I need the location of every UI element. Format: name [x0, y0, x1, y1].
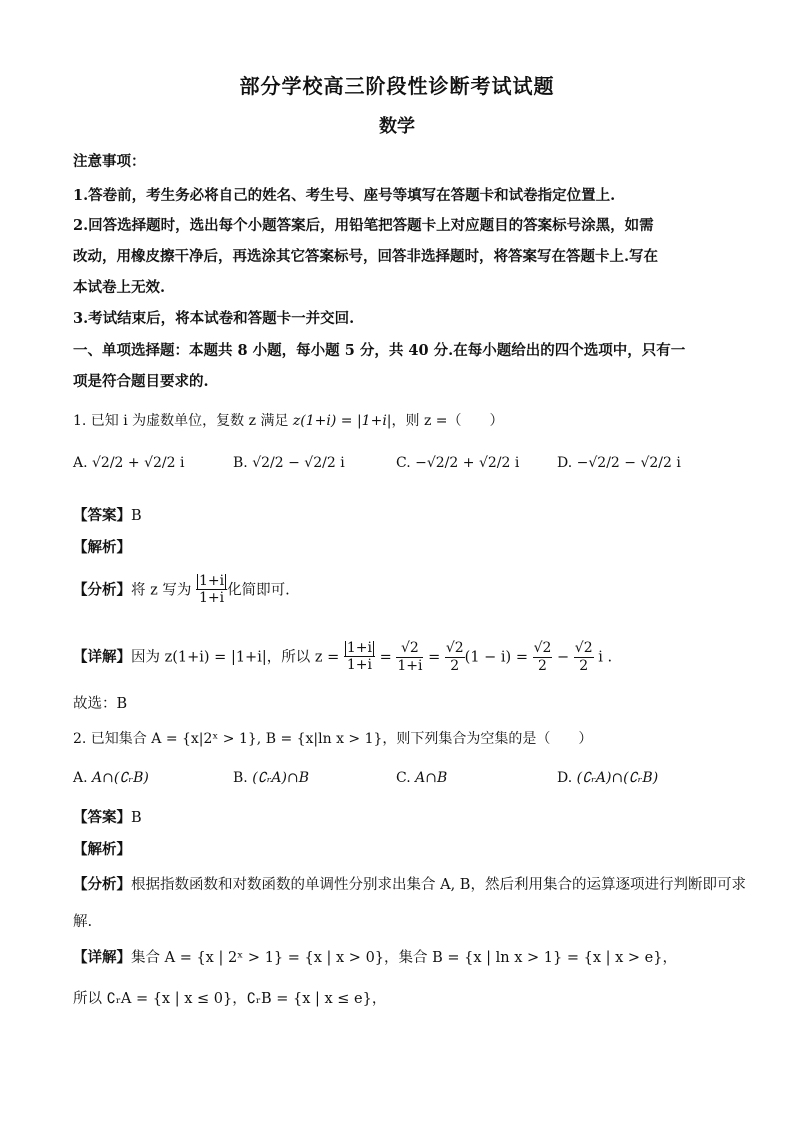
q1-stem [73, 410, 504, 430]
q2-detail [73, 946, 677, 967]
detail-frac-2: $\frac{√2}{1+i}$ [397, 640, 423, 674]
option-expression: A∩B [415, 770, 448, 786]
option-label: C. [396, 455, 411, 471]
q1-option-a [73, 455, 184, 471]
q1-option-b [233, 455, 345, 471]
q1-fenxi [73, 574, 290, 607]
notice-item-1: 1.答卷前，考生务必将自己的姓名、考生号、座号等填写在答题卡和试卷指定位置上. [73, 187, 616, 204]
q1-option-c [396, 455, 519, 471]
detail-text: 集合 A = {x | 2ˣ > 1} = {x | x > 0}，集合 B = {x | ln x > 1} = {x | x > e}， [131, 950, 677, 966]
notice-item-2-line-3: 本试卷上无效. [73, 279, 166, 296]
subject-title: 数学 [379, 116, 415, 137]
option-expression: −√2/2 − √2/2 i [576, 455, 681, 471]
section1-line-1: 一、单项选择题：本题共 8 小题，每小题 5 分，共 40 分.在每小题给出的四个选项中，只有一 [73, 342, 686, 359]
q2-option-c [396, 770, 447, 786]
q1-stem-formula: z(1+i) = |1+i| [292, 413, 392, 429]
q1-detail: 【详解】因为 z(1+i) = |1+i|，所以 z = $\frac{1+i}{1+i}$ = $\frac{√2}{1+i}$ = $\frac{√2}{2}$ (1 − i) = $\frac{√2}{2}$ − $\frac{√2}{2}$ i . [73, 640, 613, 674]
detail-frac-3: $\frac{√2}{2}$ [445, 640, 464, 674]
detail-frac-4: $\frac{√2}{2}$ [533, 640, 552, 674]
q2-analysis-tag: 【解析】 [73, 841, 131, 858]
q2-stem: 2. 已知集合 A = {x|2ˣ > 1}, B = {x|ln x > 1}，则下列集合为空集的是（ ） [73, 731, 593, 747]
fenxi-tag: 【分析】 [73, 876, 131, 893]
option-expression: A∩(∁ᵣB) [92, 770, 149, 786]
detail-tag: 【详解】 [73, 949, 131, 966]
q2-fenxi-line-2: 解. [73, 914, 93, 930]
q2-option-a [73, 770, 149, 786]
section1-line-2: 项是符合题目要求的. [73, 373, 209, 390]
q1-analysis-tag: 【解析】 [73, 539, 131, 556]
option-expression: (∁ᵣA)∩B [252, 770, 310, 786]
q2-last-line: 所以 ∁ᵣA = {x | x ≤ 0}，∁ᵣB = {x | x ≤ e}， [73, 991, 387, 1007]
option-label: A. [73, 770, 88, 786]
option-label: A. [73, 455, 88, 471]
q1-option-d [557, 455, 681, 471]
answer-value: B [131, 508, 142, 524]
fenxi-text-tail: 化简即可. [227, 582, 290, 599]
detail-text: 因为 z(1+i) = |1+i|，所以 z = [131, 649, 344, 666]
fenxi-fraction: $\frac{1+i}{1+i}$ [196, 574, 227, 607]
detail-frac-1: $\frac{1+i}{1+i}$ [344, 641, 375, 674]
answer-value: B [131, 810, 142, 826]
detail-frac-5: $\frac{√2}{2}$ [574, 640, 593, 674]
fenxi-text: 将 z 写为 [131, 582, 196, 599]
option-label: B. [233, 770, 248, 786]
q1-stem-tail: ，则 z =（ ） [391, 413, 504, 429]
notice-heading: 注意事项： [73, 153, 146, 170]
option-label: B. [233, 455, 248, 471]
notice-item-3: 3.考试结束后，将本试卷和答题卡一并交回. [73, 310, 355, 327]
q1-conclusion: 故选：B [73, 696, 128, 712]
option-label: D. [557, 770, 573, 786]
fenxi-text: 根据指数函数和对数函数的单调性分别求出集合 A, B，然后利用集合的运算逐项进行判断即可求 [131, 877, 746, 893]
fenxi-tag: 【分析】 [73, 581, 131, 599]
option-label: D. [557, 455, 573, 471]
q2-option-d [557, 770, 658, 786]
q1-answer [73, 504, 142, 525]
option-expression: √2/2 − √2/2 i [252, 455, 345, 471]
exam-title: 部分学校高三阶段性诊断考试试题 [239, 74, 555, 98]
q1-stem-text: 1. 已知 i 为虚数单位，复数 z 满足 [73, 413, 293, 429]
q2-fenxi-line-1 [73, 873, 746, 894]
notice-item-2-line-1: 2.回答选择题时，选出每个小题答案后，用铅笔把答题卡上对应题目的答案标号涂黑，如需 [73, 217, 654, 234]
answer-tag: 【答案】 [73, 507, 131, 524]
answer-tag: 【答案】 [73, 809, 131, 826]
option-expression: (∁ᵣA)∩(∁ᵣB) [576, 770, 659, 786]
option-label: C. [396, 770, 411, 786]
option-expression: √2/2 + √2/2 i [92, 455, 185, 471]
option-expression: −√2/2 + √2/2 i [415, 455, 520, 471]
q2-option-b [233, 770, 309, 786]
q2-answer [73, 806, 142, 827]
notice-item-2-line-2: 改动，用橡皮擦干净后，再选涂其它答案标号，回答非选择题时，将答案写在答题卡上.写在 [73, 248, 659, 265]
detail-tag: 【详解】 [73, 648, 131, 666]
